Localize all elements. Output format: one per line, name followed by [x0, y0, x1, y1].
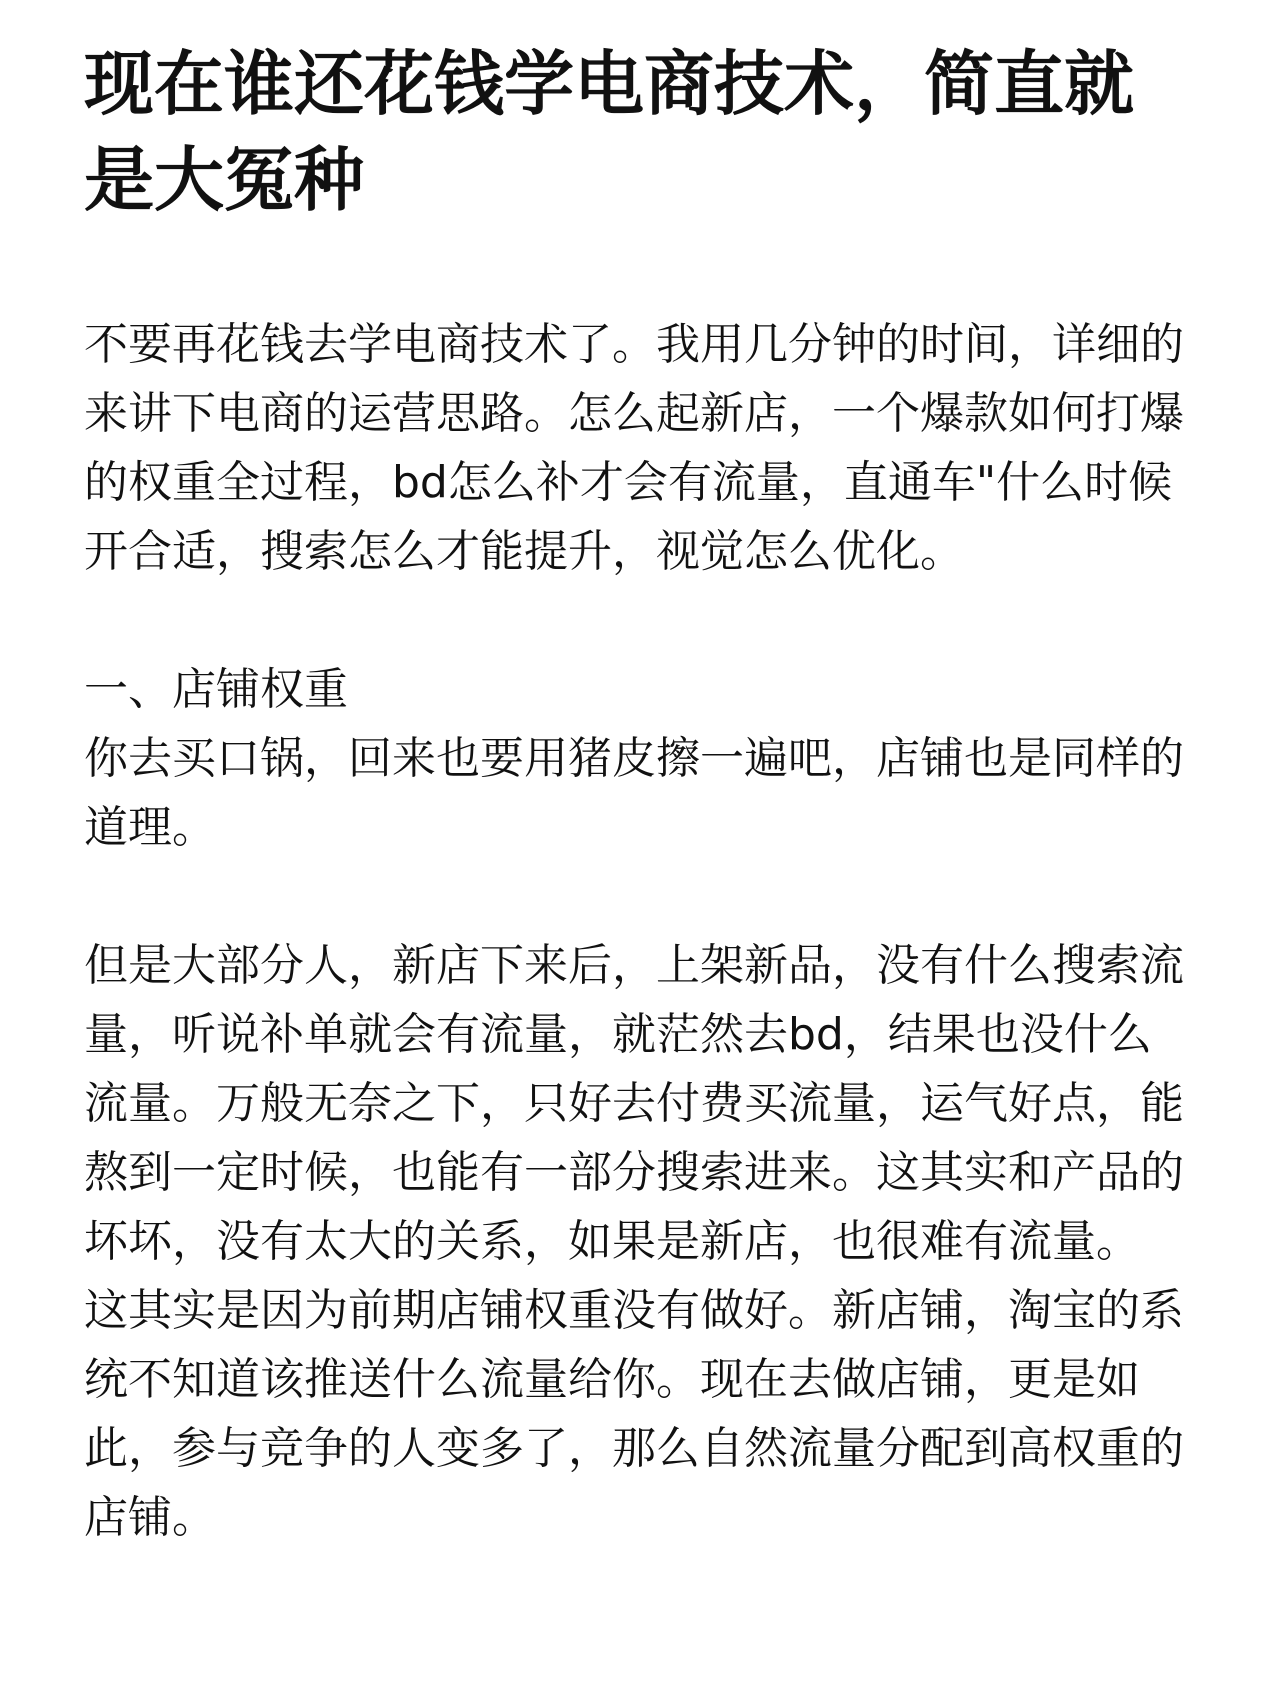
section-heading-store-weight: 一、店铺权重 — [84, 664, 348, 715]
article-body — [84, 310, 1194, 1552]
paragraph-gap — [84, 586, 1194, 655]
intro-paragraph: 不要再花钱去学电商技术了。我用几分钟的时间，详细的来讲下电商的运营思路。怎么起新店，一个爆款如何打爆的权重全过程，bd怎么补才会有流量，直通车"什么时候开合适，搜索怎么才能提升，视觉怎么优化。 — [84, 319, 1184, 577]
section-paragraph-3: 这其实是因为前期店铺权重没有做好。新店铺，淘宝的系统不知道该推送什么流量给你。现在去做店铺，更是如此，参与竞争的人变多了，那么自然流量分配到高权重的店铺。 — [84, 1285, 1184, 1543]
paragraph-gap — [84, 862, 1194, 931]
section-paragraph-2: 但是大部分人，新店下来后，上架新品，没有什么搜索流量，听说补单就会有流量，就茫然去bd，结果也没什么流量。万般无奈之下，只好去付费买流量，运气好点，能熬到一定时候，也能有一部分搜索进来。这其实和产品的坏坏，没有太大的关系，如果是新店，也很难有流量。 — [84, 940, 1184, 1267]
article-title: 现在谁还花钱学电商技术，简直就是大冤种 — [84, 43, 1134, 221]
section-paragraph-1: 你去买口锅，回来也要用猪皮擦一遍吧，店铺也是同样的道理。 — [84, 733, 1184, 853]
